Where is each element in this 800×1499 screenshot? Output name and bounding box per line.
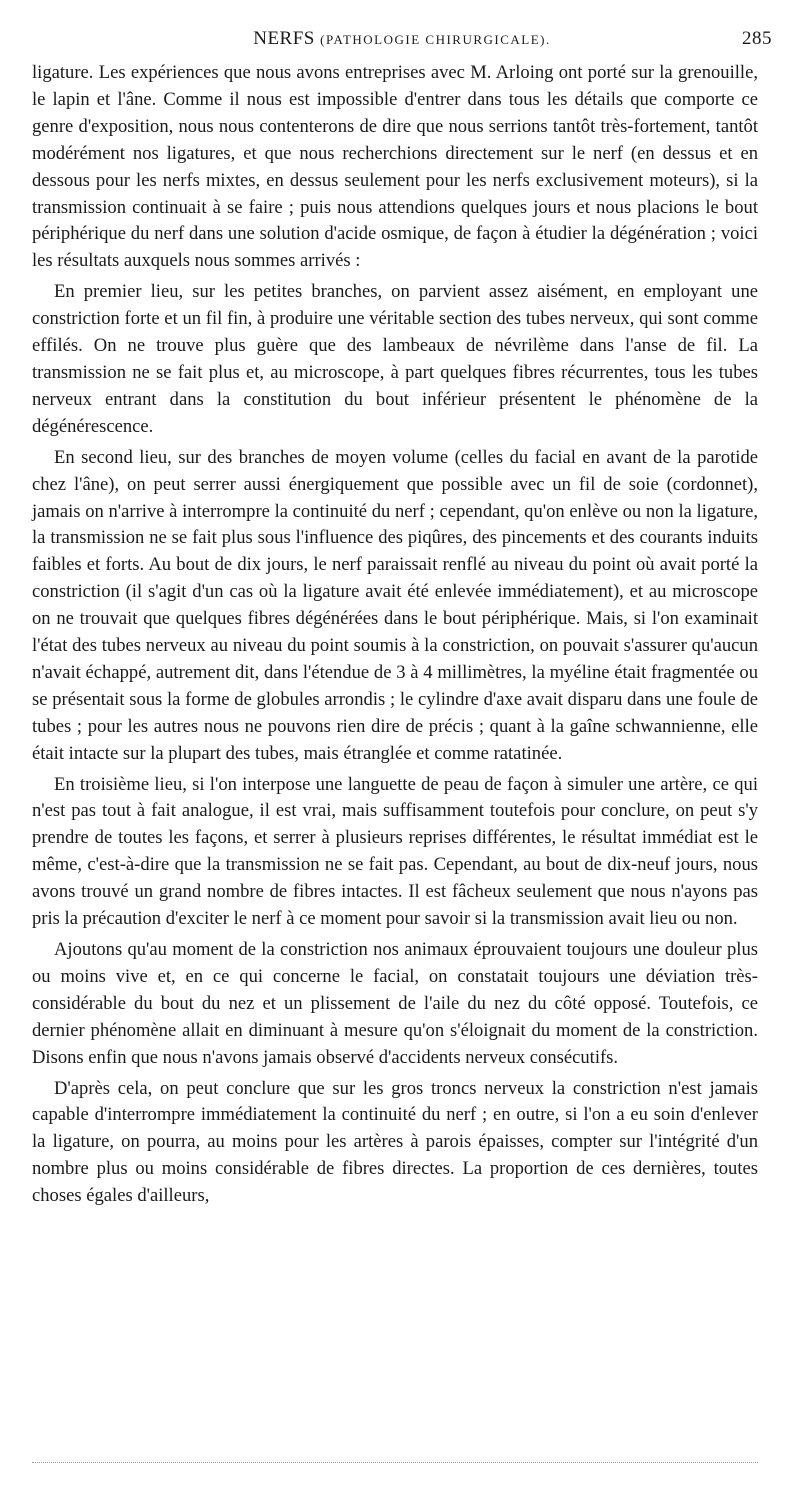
paragraph-ligature-experiments: ligature. Les expériences que nous avons entreprises avec M. Arloing ont porté sur la grenouille, le lapin et l'âne. Comme il nous est impossible d'entrer dans tous les détails que comporte ce genre d'exposition, nous nous contenterons de dire que nous serrions tantôt très-fortement, tantôt modérément nos ligatures, et que nous recherchions directement sur le nerf (en dessus et en dessous pour les nerfs mixtes, en dessus seulement pour les nerfs exclusivement moteurs), si la transmission continuait à se faire ; puis nous attendions quelques jours et nous placions le bout périphérique du nerf dans une solution d'acide osmique, de façon à étudier la dégénération ; voici les résultats auxquels nous sommes arrivés : — [32, 62, 758, 272]
paragraph-troisieme-lieu: En troisième lieu, si l'on interpose une languette de peau de façon à simuler une artère, ce qui n'est pas tout à fait analogue, il est vrai, mais suffisamment toutefois pour conclure, on peut s'y prendre de toutes les façons, et serrer à plusieurs reprises différentes, le résultat immédiat est le même, c'est-à-dire que la transmission ne se fait pas. Cependant, au bout de dix-neuf jours, nous avons trouvé un grand nombre de fibres intactes. Il est fâcheux seulement que nous n'ayons pas pris la précaution d'exciter le nerf à ce moment pour savoir si la transmission avait lieu ou non. — [32, 773, 758, 930]
paragraph-premier-lieu: En premier lieu, sur les petites branches, on parvient assez aisément, en employant une constriction forte et un fil fin, à produire une véritable section des tubes nerveux, qui sont comme effilés. On ne trouve plus guère que des lambeaux de névrilème dans l'anse de fil. La transmission ne se fait plus et, au microscope, à part quelques fibres récurrentes, tous les tubes nerveux entrant dans la constitution du bout inférieur présentent le phénomène de la dégénérescence. — [32, 281, 758, 437]
running-title-main: NERFS — [253, 28, 315, 49]
paragraph-conclusion: D'après cela, on peut conclure que sur les gros troncs nerveux la constriction n'est jamais capable d'interrompre immédiatement la continuité du nerf ; en outre, si l'on a eu soin d'enlever la ligature, on pourra, au moins pour les artères à parois épaisses, compter sur l'intégrité d'un nombre plus ou moins considérable de fibres directes. La proportion de ces dernières, toutes choses égales d'ailleurs, — [32, 1077, 758, 1207]
footer-divider — [32, 1462, 758, 1463]
paragraph-ajoutons: Ajoutons qu'au moment de la constriction nos animaux éprouvaient toujours une douleur plus ou moins vive et, en ce qui concerne le facial, on constatait toujours une déviation très-considérable du bout du nez et un plissement de l'aile du nez du côté opposé. Toutefois, ce dernier phénomène allait en diminuant à mesure qu'on s'éloignait du moment de la constriction. Disons enfin que nous n'avons jamais observé d'accidents nerveux consécutifs. — [32, 939, 758, 1068]
body-text — [32, 60, 758, 1210]
running-title — [32, 28, 772, 50]
running-title-subtitle: (PATHOLOGIE CHIRURGICALE). — [320, 32, 551, 47]
running-head — [32, 28, 772, 56]
page-number: 285 — [742, 28, 772, 49]
paragraph-second-lieu: En second lieu, sur des branches de moyen volume (celles du facial en avant de la parotide chez l'âne), on peut serrer aussi énergiquement que possible avec un fil de soie (cordonnet), jamais on n'arrive à interrompre la continuité du nerf ; cependant, qu'on enlève ou non la ligature, la transmission ne se fait plus sous l'influence des piqûres, des pincements et des courants induits faibles et forts. Au bout de dix jours, le nerf paraissait renflé au niveau du point où avait porté la constriction (il s'agit d'un cas où la ligature avait été enlevée immédiatement), et au microscope on ne trouvait que quelques fibres dégénérées dans le bout périphérique. Mais, si l'on examinait l'état des tubes nerveux au niveau du point soumis à la constriction, on pouvait s'assurer qu'aucun n'avait échappé, autrement dit, dans l'étendue de 3 à 4 millimètres, la myéline était fragmentée ou se présentait sous la forme de globules arrondis ; le cylindre d'axe avait disparu dans une foule de tubes ; pour les autres nous ne pouvons rien dire de précis ; quant à la gaîne schwannienne, elle était intacte sur la plupart des tubes, mais étranglée et comme ratatinée. — [32, 446, 758, 764]
